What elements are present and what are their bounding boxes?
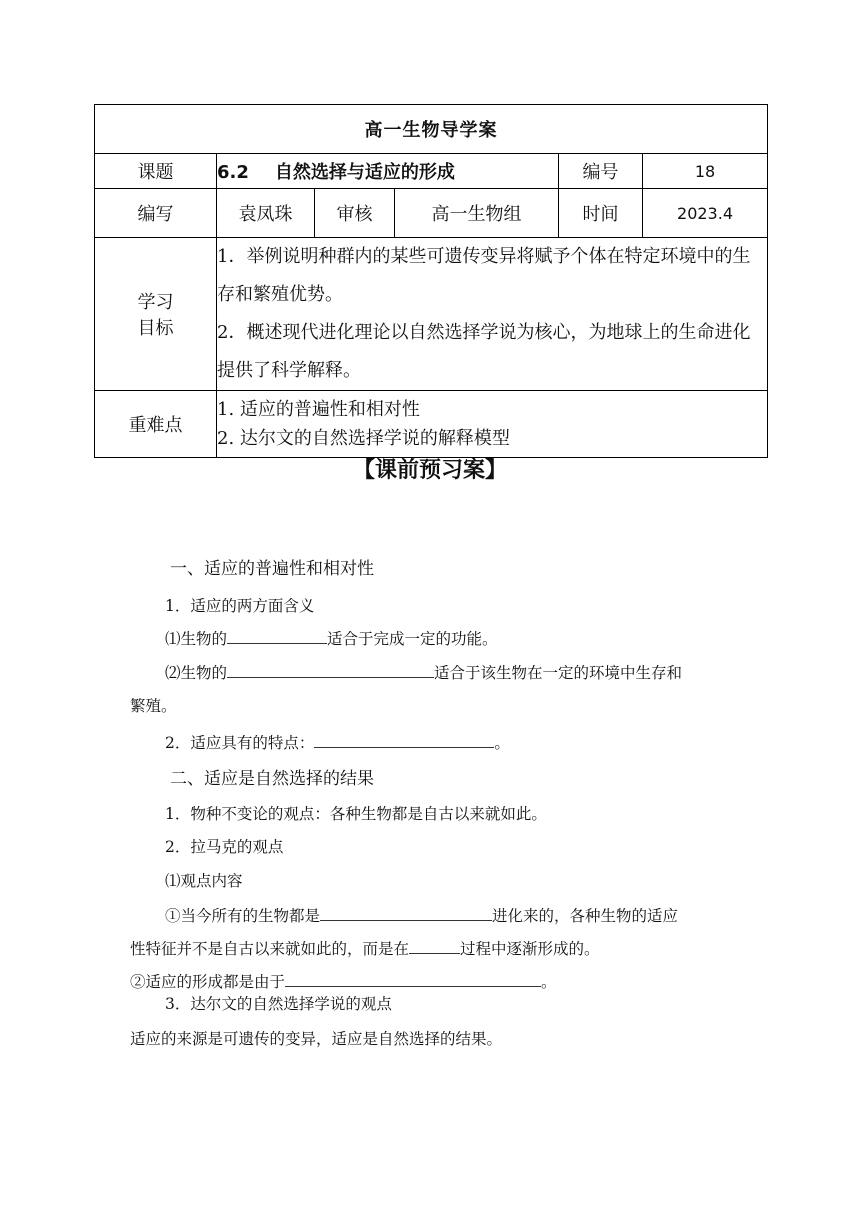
review-value: 高一生物组 [395,189,559,238]
text-part: 进化来的，各种生物的适应 [492,907,679,925]
text-part: ⑴生物的 [165,630,228,648]
keypoints-content [217,391,768,458]
fill-blank[interactable] [320,906,492,921]
text-part: 性特征并不是自古以来就如此的，而是在 [130,940,410,958]
line-fixed-species: 1．物种不变论的观点：各种生物都是自古以来就如此。 [165,805,547,823]
heading-adaptation: 一、适应的普遍性和相对性 [170,559,374,579]
text-part: 2．适应具有的特点： [165,734,315,752]
line-adaptation-meaning: 1．适应的两方面含义 [165,597,315,615]
course-title [217,154,559,189]
goal-item: 1．举例说明种群内的某些可遗传变异将赋予个体在特定环境中的生存和繁殖优势。 [217,246,751,305]
date-value: 2023.4 [643,189,768,238]
text-part: 过程中逐渐形成的。 [460,940,600,958]
fill-blank[interactable] [409,939,460,954]
heading-natural-selection: 二、适应是自然选择的结果 [170,769,374,789]
text-part: ①当今所有的生物都是 [165,907,321,925]
date-label: 时间 [559,189,643,238]
keypoint-item: 1. 适应的普遍性和相对性 [217,399,420,420]
fill-blank[interactable] [314,733,494,748]
author-value: 袁凤珠 [217,189,315,238]
line-structure-function [165,627,498,649]
line-continuation: 繁殖。 [130,697,177,715]
author-label: 编写 [95,189,217,238]
line-evolved-from [165,904,678,926]
line-form-environment [165,661,682,683]
text-part: 。 [494,734,510,752]
goals-label-line-2: 目标 [137,318,174,339]
fill-blank[interactable] [285,972,541,987]
document-title: 高一生物导学案 [95,105,768,154]
text-part: ②适应的形成都是由于 [130,973,286,991]
line-darwin: 3．达尔文的自然选择学说的观点 [165,995,392,1013]
section-title: 【课前预习案】 [352,457,507,483]
course-name: 自然选择与适应的形成 [274,162,455,183]
text-part: 。 [541,973,557,991]
line-gradual-formation [130,937,600,959]
text-part: 适合于完成一定的功能。 [327,630,498,648]
goals-label-line-1: 学习 [137,292,174,313]
goals-content [217,238,768,391]
line-adaptation-traits [165,731,510,753]
text-part: ⑵生物的 [165,664,228,682]
line-lamarck: 2．拉马克的观点 [165,838,284,856]
keypoints-label: 重难点 [95,391,217,458]
text-part: 适合于该生物在一定的环境中生存和 [434,664,683,682]
line-adaptation-cause [130,970,557,992]
goal-item: 2．概述现代进化理论以自然选择学说为核心，为地球上的生命进化提供了科学解释。 [217,322,751,381]
line-darwin-summary: 适应的来源是可遗传的变异，适应是自然选择的结果。 [130,1030,503,1048]
fill-blank[interactable] [227,663,434,678]
course-number: 6.2 [217,162,249,183]
goals-label [95,238,217,391]
line-viewpoint: ⑴观点内容 [165,872,243,890]
header-table [94,104,767,451]
review-label: 审核 [315,189,395,238]
serial-label: 编号 [559,154,643,189]
fill-blank[interactable] [227,629,327,644]
serial-value: 18 [643,154,768,189]
keypoint-item: 2. 达尔文的自然选择学说的解释模型 [217,428,510,449]
course-label: 课题 [95,154,217,189]
